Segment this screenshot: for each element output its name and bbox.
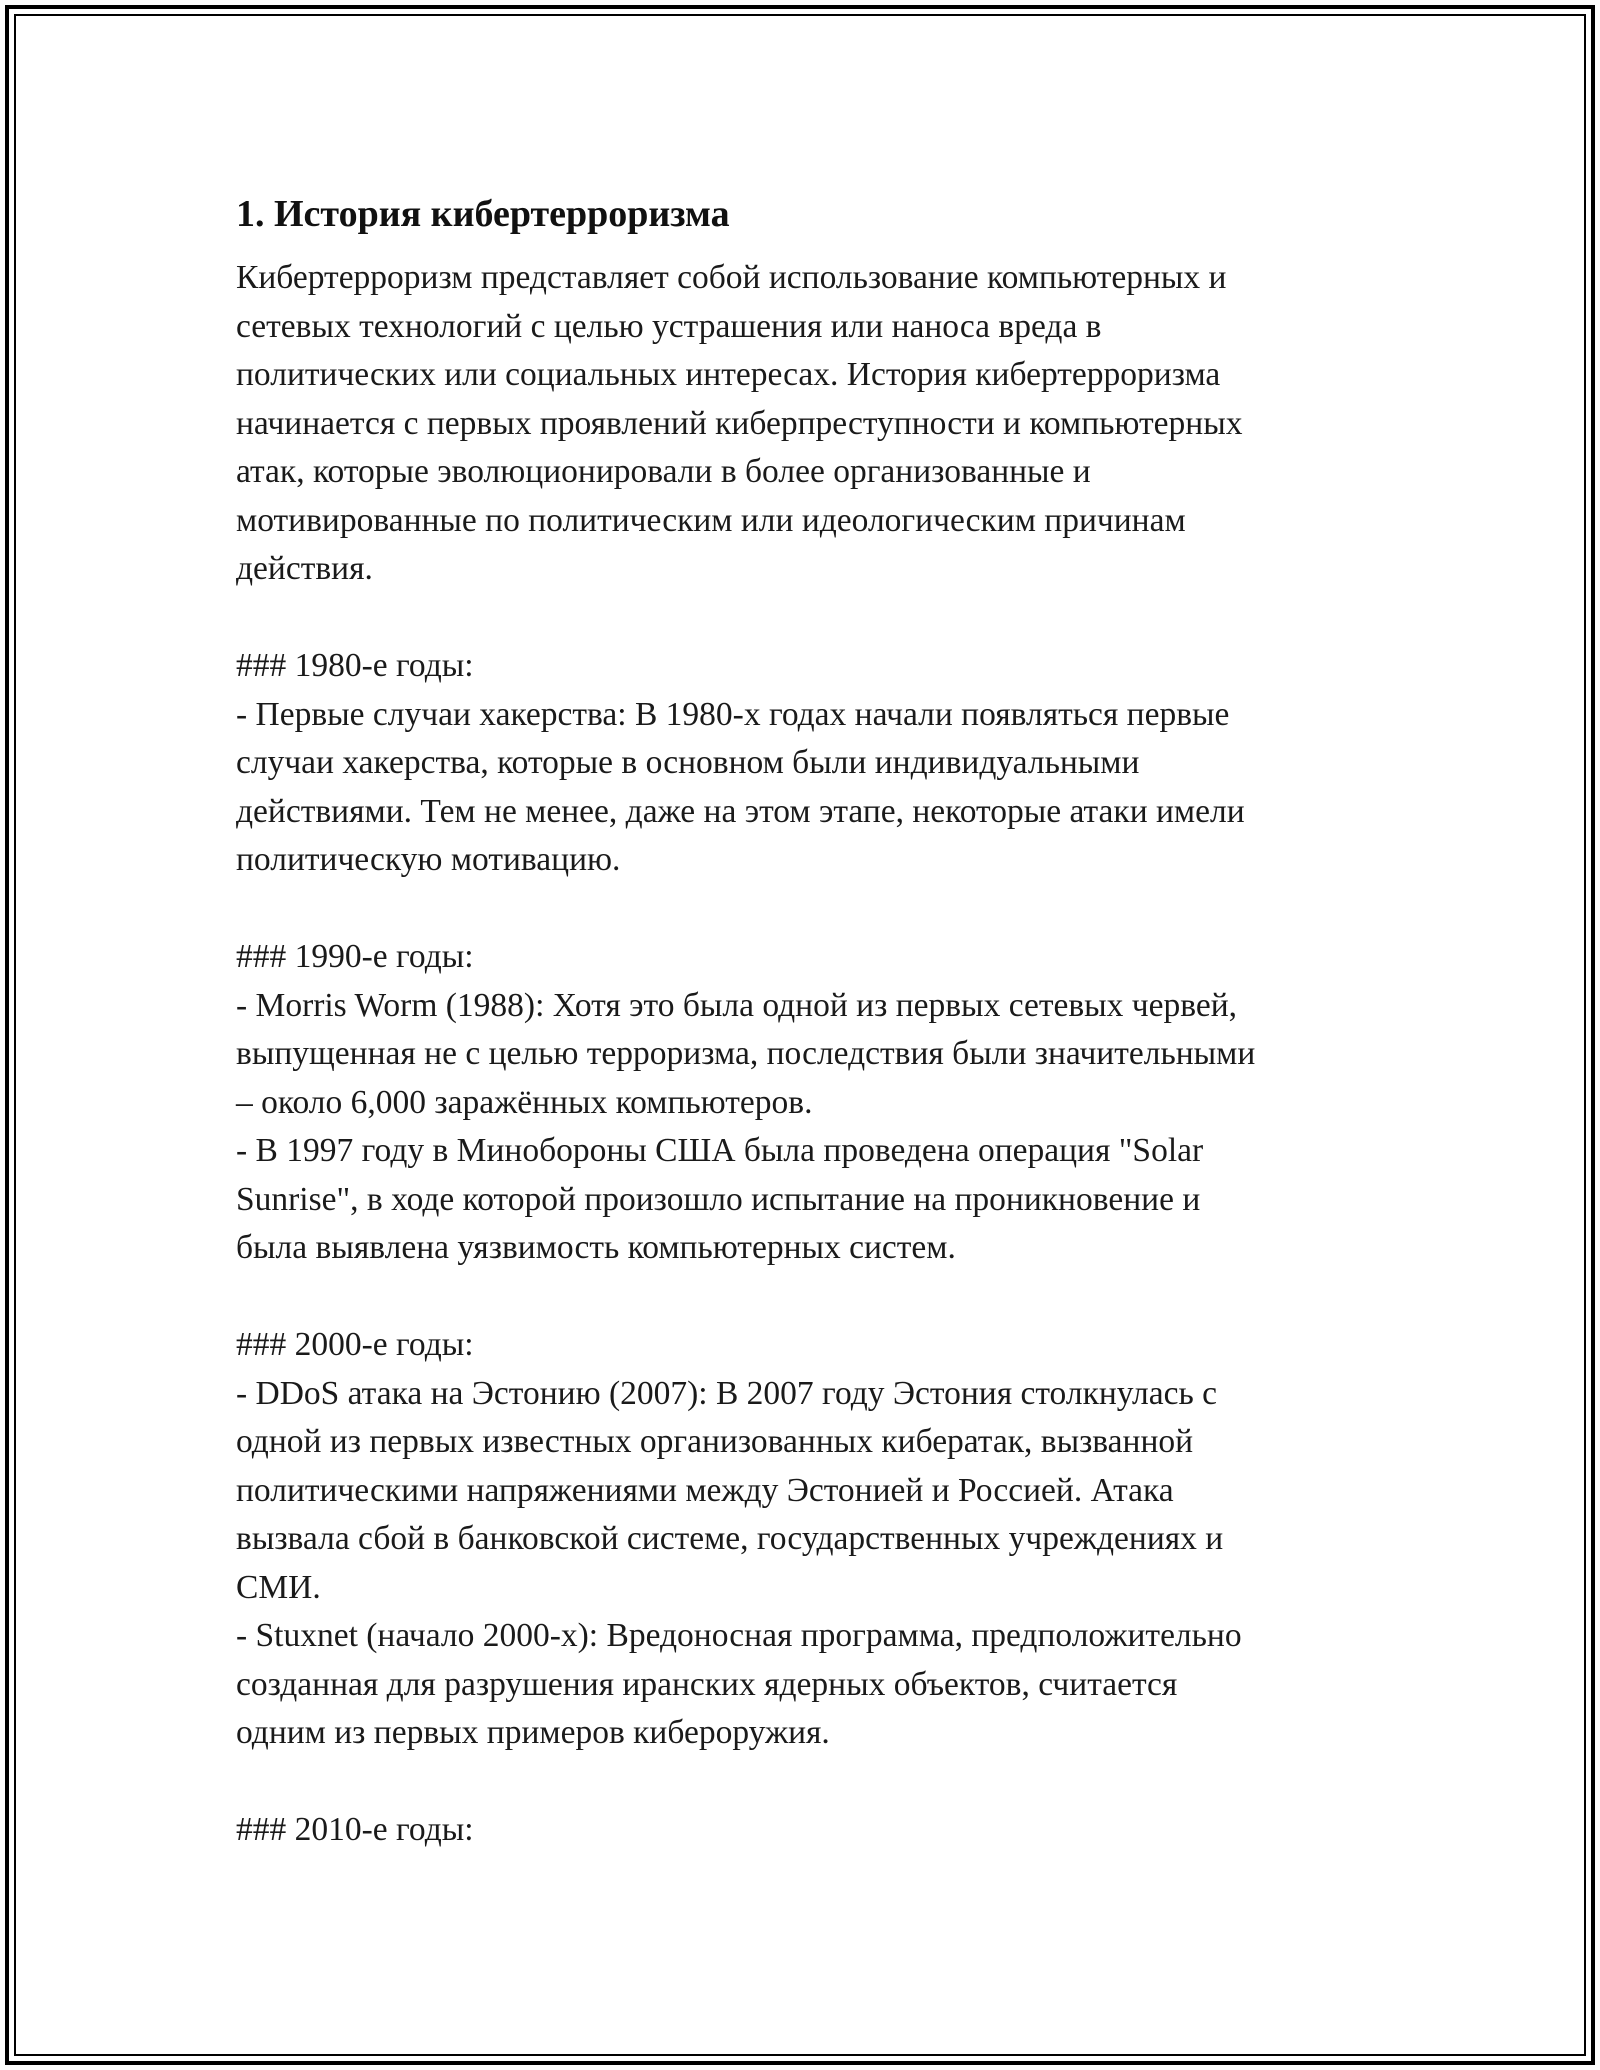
section-heading: 1. История кибертерроризма [236,193,730,235]
section-1990s [236,933,1366,1273]
text-line: начинается с первых проявлений киберпреступности и компьютерных [236,404,1243,442]
text-line: одним из первых примеров кибероружия. [236,1714,830,1751]
text-line: сетевых технологий с целью устрашения или наноса вреда в [236,307,1102,345]
text-line: была выявлена уязвимость компьютерных систем. [236,1229,956,1266]
text-line: политическими напряжениями между Эстонией и Россией. Атака [236,1471,1174,1509]
text-line: – около 6,000 заражённых компьютеров. [236,1083,813,1121]
section-1980s [236,642,1366,885]
text-line: мотивированные по политическим или идеологическим причинам [236,501,1186,539]
section-title-1980s: ### 1980-е годы: [236,647,474,684]
text-line: действия. [236,550,373,587]
section-title-1990s: ### 1990-е годы: [236,938,474,975]
text-line: случаи хакерства, которые в основном были индивидуальными [236,744,1140,781]
text-line: атак, которые эволюционировали в более организованные и [236,453,1091,490]
section-2000s [236,1321,1366,1758]
spacer [236,594,1366,643]
text-line: выпущенная не с целью терроризма, последствия были значительными [236,1035,1256,1072]
text-line: СМИ. [236,1568,321,1606]
spacer [236,1273,1366,1322]
text-line: политических или социальных интересах. История кибертерроризма [236,356,1221,393]
text-line: вызвала сбой в банковской системе, государственных учреждениях и [236,1520,1224,1557]
text-line: Sunrise", в ходе которой произошло испытание на проникновение и [236,1180,1201,1218]
spacer [236,1758,1366,1807]
intro-paragraph [236,254,1366,594]
section-title-2000s: ### 2000-е годы: [236,1326,474,1363]
section-2010s [236,1806,1366,1855]
text-line: - В 1997 году в Минобороны США была проведена операция "Solar [236,1132,1204,1169]
spacer [236,885,1366,934]
text-line: созданная для разрушения иранских ядерных объектов, считается [236,1665,1178,1703]
text-line: - DDoS атака на Эстонию (2007): В 2007 году Эстония столкнулась с [236,1374,1218,1412]
text-line: действиями. Тем не менее, даже на этом этапе, некоторые атаки имели [236,792,1245,830]
text-line: - Первые случаи хакерства: В 1980-х годах начали появляться первые [236,695,1230,733]
text-line: - Morris Worm (1988): Хотя это была одной из первых сетевых червей, [236,986,1238,1024]
text-line: одной из первых известных организованных кибератак, вызванной [236,1423,1194,1460]
text-line: политическую мотивацию. [236,841,621,878]
section-title-2010s: ### 2010-е годы: [236,1811,474,1848]
text-line: Кибертерроризм представляет собой использование компьютерных и [236,259,1227,296]
document-body [236,185,1366,1855]
text-line: - Stuxnet (начало 2000-х): Вредоносная программа, предположительно [236,1617,1242,1654]
